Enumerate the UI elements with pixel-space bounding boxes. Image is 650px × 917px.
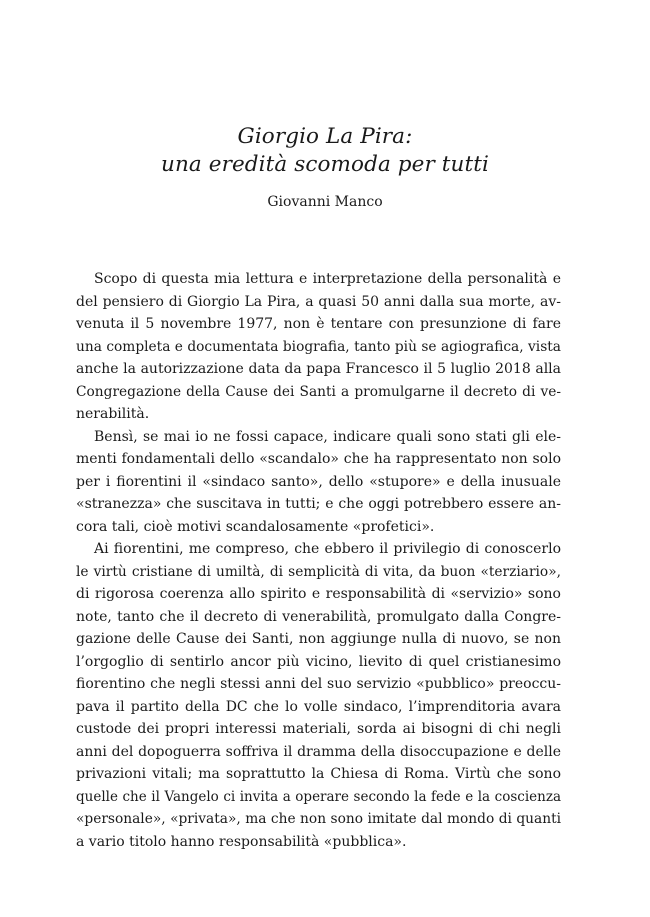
chapter-title-line-1: Giorgio La Pira: <box>237 124 413 149</box>
text-line: anche la autorizzazione data da papa Francesco il 5 luglio 2018 alla <box>76 361 561 377</box>
text-line: di rigorosa coerenza allo spirito e responsabilità di «servizio» sono <box>76 586 561 602</box>
text-line: Scopo di questa mia lettura e interpretazione della personalità e <box>94 271 561 287</box>
text-line: privazioni vitali; ma soprattutto la Chiesa di Roma. Virtù che sono <box>76 766 561 782</box>
text-line: venuta il 5 novembre 1977, non è tentare con presunzione di fare <box>76 316 561 332</box>
author-name: Giovanni Manco <box>267 194 383 210</box>
text-line: Ai fiorentini, me compreso, che ebbero il privilegio di conoscerlo <box>94 541 561 557</box>
text-line: custode dei propri interessi materiali, sorda ai bisogni di chi negli <box>76 721 561 737</box>
text-line: note, tanto che il decreto di venerabilità, promulgato dalla Congre- <box>76 608 561 625</box>
chapter-title-line-2: una eredità scomoda per tutti <box>161 152 489 177</box>
text-line: fiorentino che negli stessi anni del suo servizio «pubblico» preoccu- <box>76 676 561 692</box>
body-text <box>76 268 561 853</box>
text-line: «stranezza» che suscitava in tutti; e che oggi potrebbero essere an- <box>76 496 561 512</box>
text-line: Bensì, se mai io ne fossi capace, indicare quali sono stati gli ele- <box>94 428 561 445</box>
text-line: anni del dopoguerra soffriva il dramma della disoccupazione e delle <box>76 743 561 760</box>
text-line: menti fondamentali dello «scandalo» che ha rappresentato non solo <box>76 451 561 467</box>
text-line: Congregazione della Cause dei Santi a promulgarne il decreto di ve- <box>76 383 561 400</box>
text-line: gazione delle Cause dei Santi, non aggiunge nulla di nuovo, se non <box>76 631 561 647</box>
text-line: a vario titolo hanno responsabilità «pubblica». <box>76 833 407 850</box>
text-line: le virtù cristiane di umiltà, di semplicità di vita, da buon «terziario», <box>76 563 561 580</box>
text-line: quelle che il Vangelo ci invita a operare secondo la fede e la coscienza <box>76 788 561 805</box>
text-line: nerabilità. <box>76 406 150 422</box>
text-line: una completa e documentata biografia, tanto più se agiografica, vista <box>76 338 561 355</box>
text-line: del pensiero di Giorgio La Pira, a quasi 50 anni dalla sua morte, av- <box>76 293 561 310</box>
text-line: l’orgoglio di sentirlo ancor più vicino, lievito di quel cristianesimo <box>76 653 561 670</box>
text-line: «personale», «privata», ma che non sono imitate dal mondo di quanti <box>76 811 561 827</box>
text-line: pava il partito della DC che lo volle sindaco, l’imprenditoria avara <box>76 698 561 715</box>
text-line: per i fiorentini il «sindaco santo», dello «stupore» e della inusuale <box>76 473 561 490</box>
text-line: cora tali, cioè motivi scandalosamente «profetici». <box>76 518 435 535</box>
